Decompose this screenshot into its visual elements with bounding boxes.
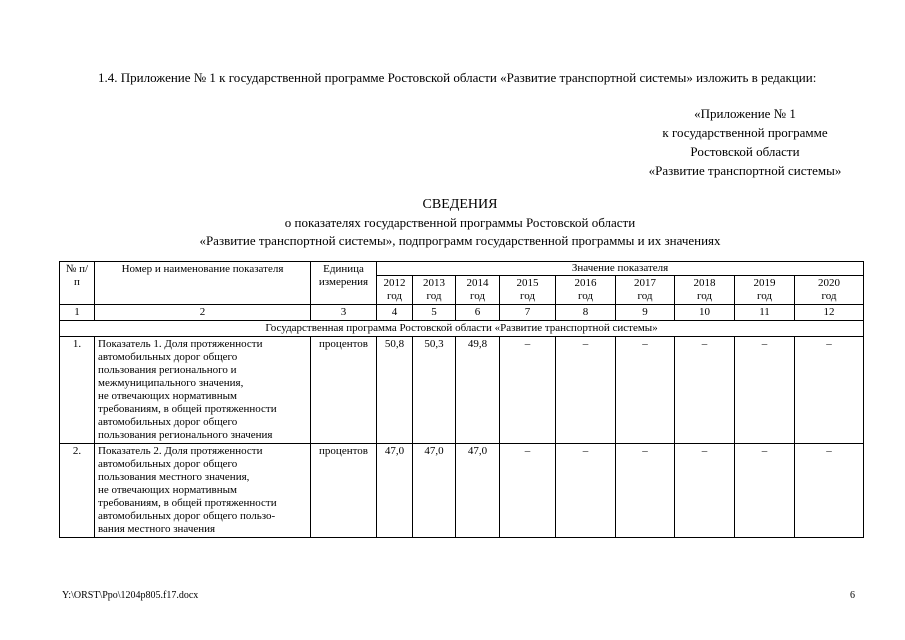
row-number: 2. [60,444,95,538]
indicator-value: 50,8 [377,337,413,444]
indicator-name [95,337,311,444]
header-year [377,276,413,305]
heading-line-1: о показателях государственной программы Ростовской области [284,215,636,230]
indicator-name-line: вания местного значения [98,523,216,535]
row-number: 1. [60,337,95,444]
year-label: 2013 [423,277,445,289]
indicator-unit: процентов [311,337,377,444]
indicator-value: – [795,337,864,444]
year-unit: год [426,290,442,302]
section-title: Государственная программа Ростовской области «Развитие транспортной системы» [60,321,864,337]
indicator-value: – [735,444,795,538]
year-unit: год [637,290,653,302]
header-year [500,276,556,305]
indicator-value: – [675,337,735,444]
column-number: 7 [500,305,556,321]
indicator-value: – [735,337,795,444]
column-number: 2 [95,305,311,321]
column-number: 8 [556,305,616,321]
year-unit: год [756,290,773,302]
header-year [735,276,795,305]
header-year [556,276,616,305]
indicator-name-line: требованиям, в общей протяженности [98,403,277,415]
header-year [616,276,675,305]
indicator-name [95,444,311,538]
page-number: 6 [850,590,855,601]
column-numbers-row [60,305,864,321]
column-number: 4 [377,305,413,321]
intro-paragraph: 1.4. Приложение № 1 к государственной программе Ростовской области «Развитие транспортной системы» изложить в редакции: [98,70,817,85]
indicator-name-line: автомобильных дорог общего [98,416,238,428]
year-label: 2019 [753,277,776,289]
indicator-value: – [675,444,735,538]
table-row [60,444,864,538]
column-number: 10 [675,305,735,321]
header-year [413,276,456,305]
indicator-unit: процентов [311,444,377,538]
document-heading [60,196,860,250]
indicator-value: – [500,337,556,444]
appendix-line: к государственной программе [662,125,828,140]
indicator-value: 50,3 [413,337,456,444]
indicator-value: – [795,444,864,538]
appendix-caption [600,104,890,180]
year-label: 2012 [383,277,406,289]
indicator-value: 49,8 [456,337,500,444]
year-unit: год [386,290,403,302]
year-label: 2020 [818,277,841,289]
appendix-line: Ростовской области [690,144,800,159]
header-year [795,276,864,305]
indicator-name-line: автомобильных дорог общего [98,351,238,363]
indicator-name-line: пользования регионального и [98,364,237,376]
appendix-line: «Приложение № 1 [694,106,796,121]
year-unit: год [519,290,536,302]
indicator-name-line: пользования регионального значения [98,429,273,441]
header-unit: Единица измерения [311,262,377,305]
indicator-name-line: требованиям, в общей протяженности [98,497,277,509]
indicator-value: – [500,444,556,538]
year-label: 2018 [693,277,716,289]
indicator-name-line: не отвечающих нормативным [98,390,237,402]
indicator-name-line: автомобильных дорог общего пользо- [98,510,276,522]
indicator-value: 47,0 [456,444,500,538]
indicator-value: – [616,337,675,444]
year-label: 2017 [634,277,656,289]
indicator-name-line: не отвечающих нормативным [98,484,237,496]
column-number: 6 [456,305,500,321]
appendix-line: «Развитие транспортной системы» [648,163,842,178]
indicator-value: 47,0 [377,444,413,538]
year-unit: год [821,290,837,302]
indicator-name-line: межмуниципального значения, [98,377,244,389]
indicator-name-line: пользования местного значения, [98,471,250,483]
column-number: 11 [735,305,795,321]
column-number: 5 [413,305,456,321]
column-number: 12 [795,305,864,321]
heading-title: СВЕДЕНИЯ [422,197,498,212]
year-label: 2014 [466,277,489,289]
header-year [456,276,500,305]
indicator-value: – [556,444,616,538]
year-unit: год [696,290,713,302]
year-label: 2016 [574,277,597,289]
indicator-name-line: автомобильных дорог общего [98,458,238,470]
column-number: 3 [311,305,377,321]
header-values-group: Значение показателя [377,262,864,276]
header-name: Номер и наименование показателя [95,262,311,305]
year-unit: год [469,290,486,302]
heading-line-2: «Развитие транспортной системы», подпрограмм государственной программы и их значениях [199,233,721,248]
file-path: Y:\ORST\Ppo\1204p805.f17.docx [62,590,199,601]
section-title-row [60,321,864,337]
column-number: 1 [60,305,95,321]
table-row [60,337,864,444]
year-unit: год [577,290,594,302]
year-label: 2015 [516,277,539,289]
indicator-value: – [556,337,616,444]
indicator-value: 47,0 [413,444,456,538]
header-year [675,276,735,305]
table-header-row [60,262,864,276]
indicator-name-line: Показатель 2. Доля протяженности [98,445,263,457]
header-num: № п/п [60,262,95,305]
indicators-table [59,261,864,538]
column-number: 9 [616,305,675,321]
indicator-name-line: Показатель 1. Доля протяженности [98,338,263,350]
indicator-value: – [616,444,675,538]
